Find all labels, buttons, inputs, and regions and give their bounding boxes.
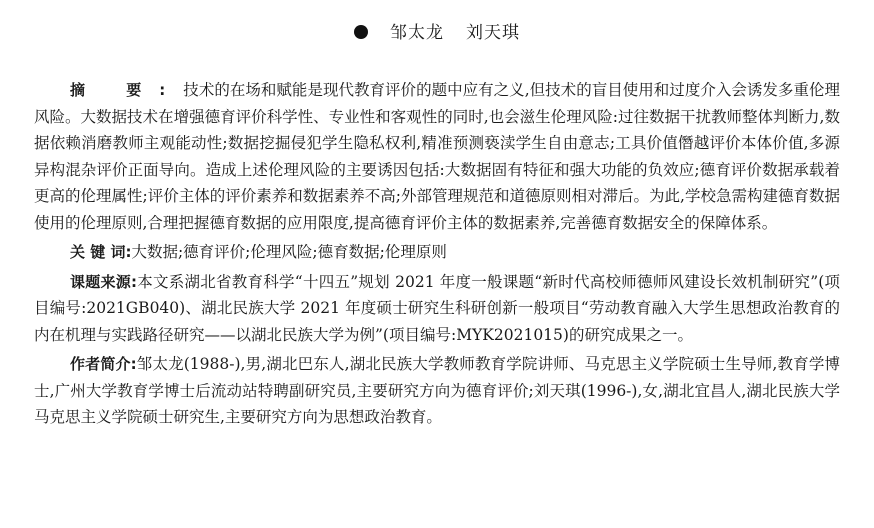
keywords-label: 关 键 词: (70, 243, 132, 261)
funding-text: 本文系湖北省教育科学“十四五”规划 2021 年度一般课题“新时代高校师德师风建设长效机制研究”(项目编号:2021GB040)、湖北民族大学 2021 年度硕士研究生科研创新一般项目“劳动教育融入大学生思想政治教育的内在机理与实践路径研究——以湖北民族大学为例”(项目编号:MYK2021015)的研究成果之一。 (34, 272, 840, 344)
funding-label: 课题来源: (70, 272, 138, 291)
abstract-paragraph (34, 77, 840, 236)
front-matter (34, 77, 840, 431)
abstract-label: 摘 要: (70, 81, 184, 99)
bullet-icon (354, 25, 368, 39)
keywords-text: 大数据;德育评价;伦理风险;德育数据;伦理原则 (131, 243, 447, 261)
keywords-paragraph (34, 239, 840, 266)
funding-paragraph (34, 269, 840, 349)
author-name: 邹太龙 (390, 23, 444, 43)
bio-label: 作者简介: (70, 355, 137, 373)
bio-text: 邹太龙(1988-),男,湖北巴东人,湖北民族大学教师教育学院讲师、马克思主义学院硕士生导师,教育学博士,广州大学教育学博士后流动站特聘副研究员,主要研究方向为德育评价;刘天琪(1996-),女,湖北宜昌人,湖北民族大学马克思主义学院硕士研究生,主要研究方向为思想政治教育。 (34, 355, 840, 426)
abstract-text: 技术的在场和赋能是现代教育评价的题中应有之义,但技术的盲目使用和过度介入会诱发多重伦理风险。大数据技术在增强德育评价科学性、专业性和客观性的同时,也会滋生伦理风险:过往数据干扰教师整体判断力,数据依赖消磨教师主观能动性;数据挖掘侵犯学生隐私权利,精准预测亵渎学生自由意志;工具价值僭越评价本体价值,多源异构混杂评价正面导向。造成上述伦理风险的主要诱因包括:大数据固有特征和强大功能的负效应;德育评价数据承载着更高的伦理属性;评价主体的评价素养和数据素养不高;外部管理规范和道德原则相对滞后。为此,学校急需构建德育数据使用的伦理原则,合理把握德育数据的应用限度,提高德育评价主体的数据素养,完善德育数据安全的保障体系。 (34, 81, 840, 232)
author-line (0, 18, 874, 43)
bio-paragraph (34, 351, 840, 431)
author-name: 刘天琪 (466, 23, 520, 43)
